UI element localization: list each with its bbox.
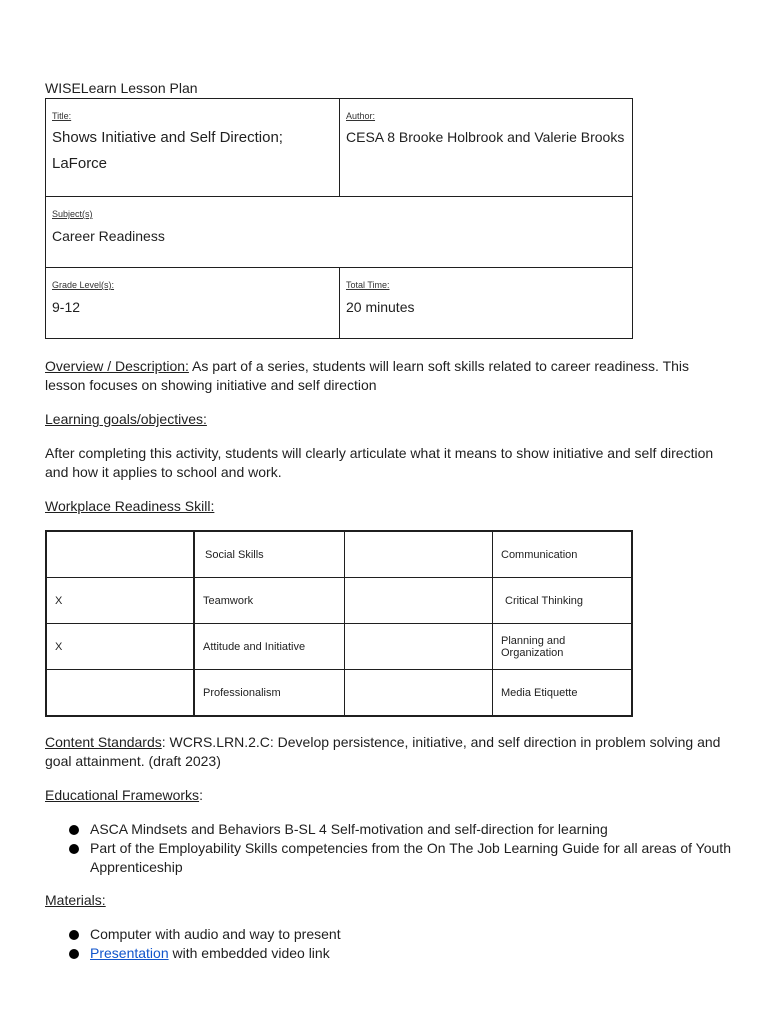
- presentation-link[interactable]: Presentation: [90, 945, 169, 961]
- frameworks-list: [45, 820, 735, 877]
- grade-value: 9-12: [52, 299, 81, 315]
- document-title: WISELearn Lesson Plan: [45, 80, 198, 96]
- list-item: Presentation with embedded video link: [45, 944, 735, 963]
- subject-label: Subject(s): [52, 209, 93, 219]
- author-cell: [340, 99, 633, 197]
- goals-heading: Learning goals/objectives:: [45, 411, 207, 427]
- materials-list: [45, 925, 735, 963]
- frameworks-heading: Educational Frameworks: [45, 787, 200, 803]
- skill-mark: X: [46, 624, 194, 670]
- bullet-icon: [69, 949, 79, 959]
- skill-mark: [345, 578, 493, 624]
- materials-heading: Materials:: [45, 892, 106, 908]
- title-cell: [46, 99, 340, 197]
- skills-row: [46, 578, 632, 624]
- overview-heading: Overview / Description:: [45, 358, 189, 374]
- skill-name: Teamwork: [194, 578, 345, 624]
- list-item: Part of the Employability Skills competencies from the On The Job Learning Guide for all areas of Youth Apprenticeship: [45, 839, 735, 877]
- author-value: CESA 8 Brooke Holbrook and Valerie Brooks: [346, 129, 625, 145]
- grade-cell: [46, 268, 340, 339]
- skill-name: Attitude and Initiative: [194, 624, 345, 670]
- skill-mark: [345, 670, 493, 717]
- skill-mark: [345, 624, 493, 670]
- author-label: Author:: [346, 111, 376, 121]
- standards-heading: Content Standards: [45, 734, 162, 750]
- bullet-icon: [69, 930, 79, 940]
- time-cell: [340, 268, 633, 339]
- skills-row: [46, 531, 632, 578]
- subject-value: Career Readiness: [52, 228, 165, 244]
- title-label: Title:: [52, 111, 72, 121]
- skill-name: Media Etiquette: [493, 670, 633, 717]
- workplace-heading: Workplace Readiness Skill:: [45, 498, 215, 514]
- bullet-icon: [69, 844, 79, 854]
- subject-cell: [46, 197, 633, 268]
- skills-row: [46, 624, 632, 670]
- skill-name: Social Skills: [194, 531, 345, 578]
- skill-name: Communication: [493, 531, 633, 578]
- grade-label: Grade Level(s):: [52, 280, 115, 290]
- list-item: Computer with audio and way to present: [45, 925, 735, 944]
- skill-mark: [345, 531, 493, 578]
- goals-text: After completing this activity, students will clearly articulate what it means to show initiative and self direction and how it applies to school and work.: [45, 445, 714, 480]
- title-value: Shows Initiative and Self Direction; LaForce: [52, 129, 283, 172]
- overview-text: As part of a series, students will learn soft skills related to career readiness. This lesson focuses on showing initiative and self direction: [45, 358, 690, 393]
- time-value: 20 minutes: [346, 299, 415, 315]
- skill-mark: X: [46, 578, 194, 624]
- skill-mark: [46, 670, 194, 717]
- skill-name: Critical Thinking: [493, 578, 633, 624]
- skills-table: [45, 530, 633, 717]
- list-item: ASCA Mindsets and Behaviors B-SL 4 Self-motivation and self-direction for learning: [45, 820, 735, 839]
- skills-row: [46, 670, 632, 717]
- standards-section: [45, 733, 725, 771]
- standards-text: : WCRS.LRN.2.C: Develop persistence, initiative, and self direction in problem solving and goal attainment. (draft 2023): [45, 734, 721, 769]
- overview-section: [45, 357, 725, 395]
- skill-mark: [46, 531, 194, 578]
- frameworks-heading-line: Educational Frameworks:: [45, 787, 203, 803]
- skill-name: Planning and Organization: [493, 624, 633, 670]
- lesson-info-table: [45, 98, 633, 339]
- bullet-icon: [69, 825, 79, 835]
- time-label: Total Time:: [346, 280, 390, 290]
- skill-name: Professionalism: [194, 670, 345, 717]
